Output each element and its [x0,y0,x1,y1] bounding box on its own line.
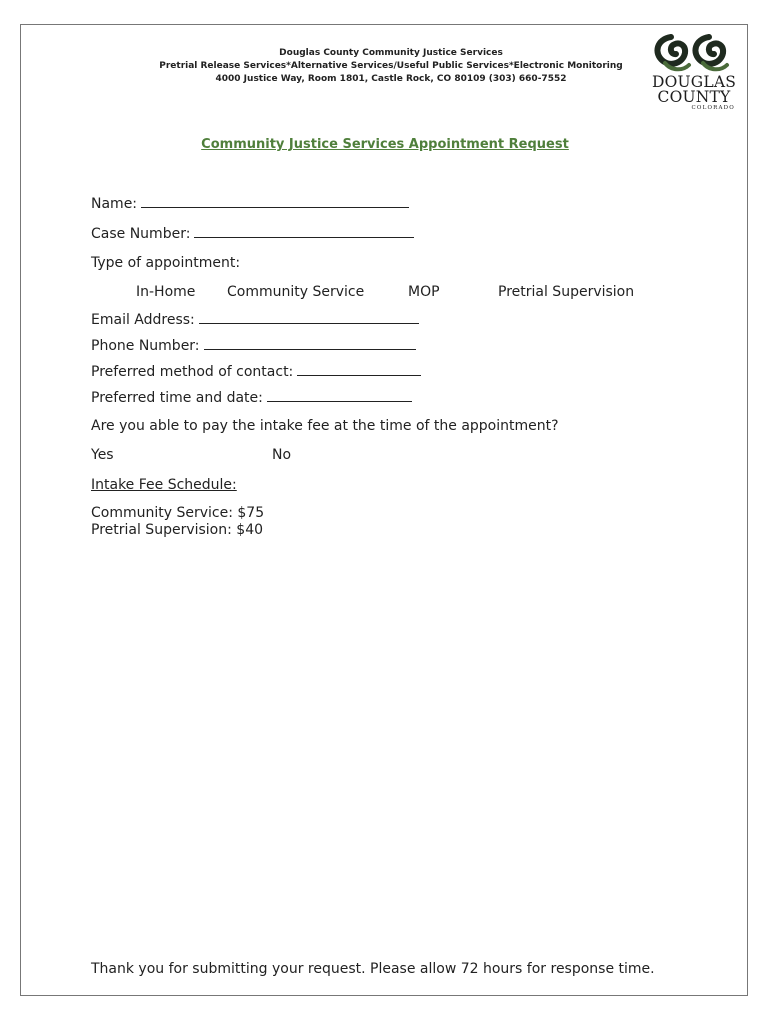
org-name: Douglas County Community Justice Services [279,48,503,58]
option-mop[interactable]: MOP [408,284,440,300]
contact-method-field[interactable] [91,363,421,380]
time-date-input-line[interactable] [267,389,412,402]
email-input-line[interactable] [199,311,419,324]
case-number-field[interactable] [91,225,414,242]
email-label: Email Address: [91,312,195,328]
case-number-label: Case Number: [91,226,191,242]
fee-schedule-heading: Intake Fee Schedule: [91,477,237,493]
time-date-label: Preferred time and date: [91,390,263,406]
douglas-county-logo [649,33,739,123]
answer-no[interactable]: No [272,447,292,463]
fee-pretrial-supervision: Pretrial Supervision: $40 [91,522,264,538]
option-community-service[interactable]: Community Service [227,284,365,300]
phone-input-line[interactable] [204,337,416,350]
logo-emblem-icon [649,33,739,75]
logo-line-county: COUNTY [657,88,731,106]
case-number-input-line[interactable] [194,225,414,238]
services-line: Pretrial Release Services*Alternative Services/Useful Public Services*Electronic Monitoring [159,61,623,71]
logo-wordmark [649,75,739,111]
document-page [20,24,748,996]
phone-field[interactable] [91,337,416,354]
form-title: Community Justice Services Appointment Request [201,137,569,152]
name-field[interactable] [91,195,409,212]
option-pretrial-supervision[interactable]: Pretrial Supervision [498,284,635,300]
fee-community-service: Community Service: $75 [91,505,265,521]
logo-line-colorado: COLORADO [691,105,735,111]
phone-label: Phone Number: [91,338,200,354]
logo-line-douglas: DOUGLAS [651,73,737,91]
appointment-type-label: Type of appointment: [91,255,241,271]
time-date-field[interactable] [91,389,412,406]
address-line: 4000 Justice Way, Room 1801, Castle Rock, CO 80109 (303) 660-7552 [215,74,567,84]
name-input-line[interactable] [141,195,409,208]
contact-method-input-line[interactable] [297,363,421,376]
answer-yes[interactable]: Yes [91,447,114,463]
contact-method-label: Preferred method of contact: [91,364,294,380]
option-in-home[interactable]: In-Home [136,284,196,300]
footer-note: Thank you for submitting your request. Please allow 72 hours for response time. [91,961,655,977]
email-field[interactable] [91,311,419,328]
name-label: Name: [91,196,138,212]
fee-question: Are you able to pay the intake fee at the time of the appointment? [91,418,559,434]
